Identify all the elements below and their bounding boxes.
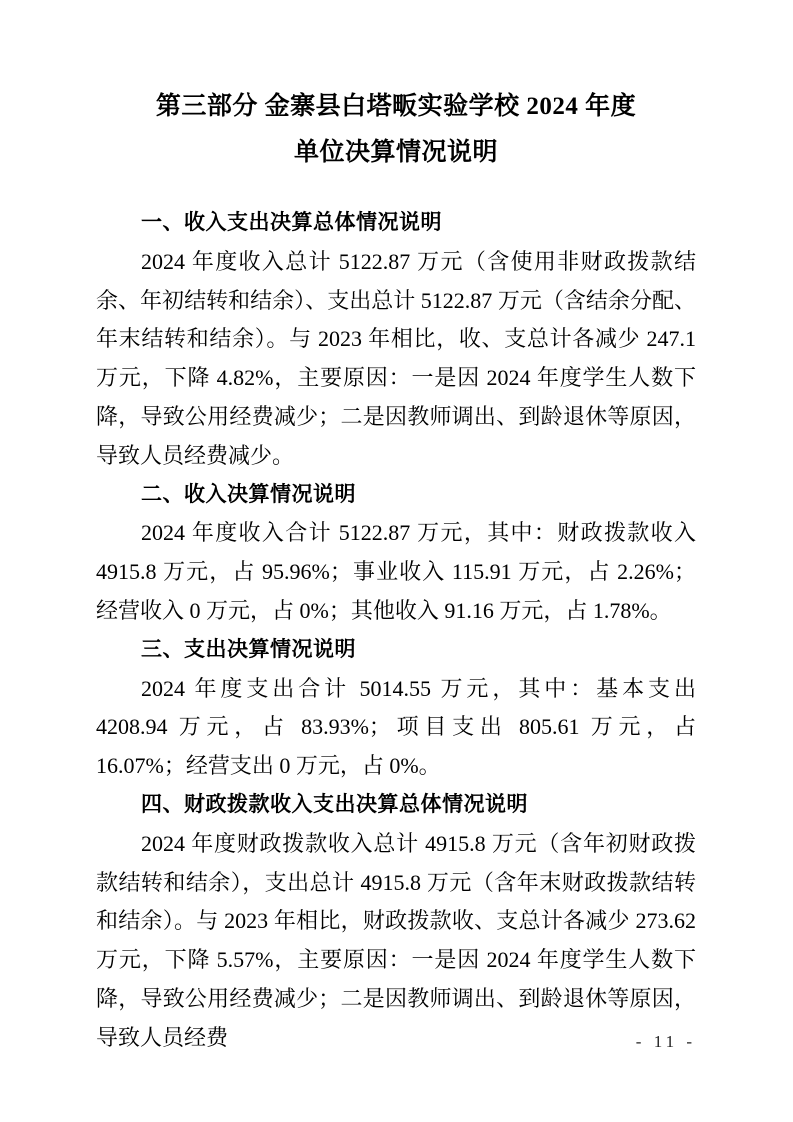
page-number: - 11 -	[635, 1032, 696, 1051]
section-income-details	[96, 476, 696, 631]
document-title-line1: 第三部分 金寨县白塔畈实验学校 2024 年度	[155, 93, 637, 120]
section-heading-2: 二、收入决算情况说明	[141, 482, 356, 506]
section-expenditure-details	[96, 631, 696, 786]
document-title-line2: 单位决算情况说明	[293, 139, 498, 166]
section-body-2: 2024 年度收入合计 5122.87 万元，其中：财政拨款收入 4915.8 万元，占 95.96%；事业收入 115.91 万元，占 2.26%；经营收入 0 万元，占 0%；其他收入 91.16 万元，占 1.78%。	[96, 520, 696, 623]
section-fiscal-appropriation-overview	[96, 786, 696, 1058]
document-title	[96, 84, 696, 176]
section-body-4: 2024 年度财政拨款收入总计 4915.8 万元（含年初财政拨款结转和结余），支出总计 4915.8 万元（含年末财政拨款结转和结余）。与 2023 年相比，财政拨款收、支总计各减少 273.62 万元，下降 5.57%，主要原因：一是因 2024 年度学生人数下降，导致公用经费减少；二是因教师调出、到龄退休等原因，导致人员经费	[96, 830, 696, 1050]
section-heading-1: 一、收入支出决算总体情况说明	[141, 211, 442, 234]
section-income-expenditure-overview	[96, 204, 696, 476]
section-body-3: 2024 年度支出合计 5014.55 万元，其中：基本支出 4208.94 万元，占 83.93%；项目支出 805.61 万元，占 16.07%；经营支出 0 万元，占 0%。	[96, 675, 696, 779]
section-heading-4: 四、财政拨款收入支出决算总体情况说明	[141, 792, 528, 816]
section-heading-3: 三、支出决算情况说明	[141, 637, 356, 661]
section-body-1: 2024 年度收入总计 5122.87 万元（含使用非财政拨款结余、年初结转和结余）、支出总计 5122.87 万元（含结余分配、年末结转和结余）。与 2023 年相比，收、支总计各减少 247.1 万元，下降 4.82%，主要原因：一是因 2024 年度学生人数下降，导致公用经费减少；二是因教师调出、到龄退休等原因，导致人员经费减少。	[96, 248, 696, 468]
